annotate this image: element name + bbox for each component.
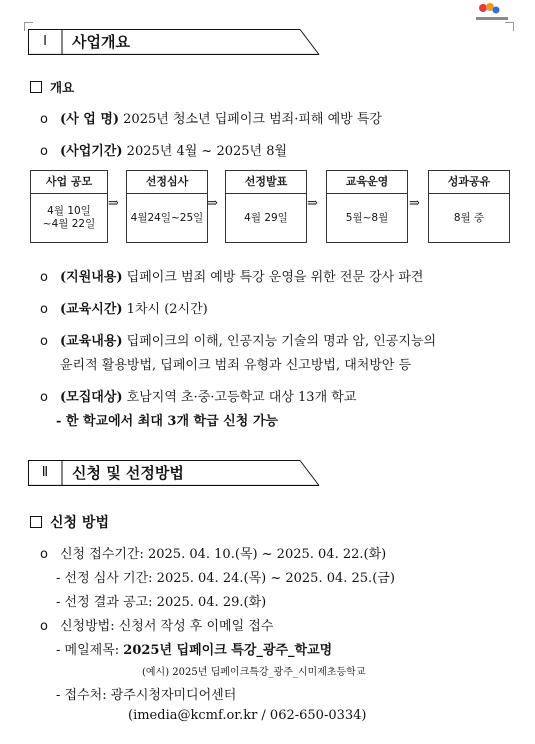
bullet-project-name: o (사 업 명) 2025년 청소년 딥페이크 범죄·피해 예방 특강	[40, 112, 382, 127]
section-header-2	[28, 460, 320, 486]
section-number: Ⅱ	[41, 465, 49, 480]
flow-step: 선정발표 4월 29일	[225, 170, 307, 243]
apply-method: o 신청방법: 신청서 작성 후 이메일 접수	[40, 619, 274, 634]
bullet-recruitment: o (모집대상) 호남지역 초·중·고등학교 대상 13개 학교	[40, 390, 357, 405]
arrow-icon: ⇒	[409, 196, 420, 211]
arrow-icon: ⇒	[307, 196, 318, 211]
section-number: Ⅰ	[43, 34, 47, 49]
bullet-education-time: o (교육시간) 1차시 (2시간)	[40, 302, 208, 317]
review-period: - 선정 심사 기간: 2025. 04. 24.(목) ~ 2025. 04. 25.(금)	[56, 571, 395, 586]
arrow-icon: ⇒	[207, 196, 218, 211]
apply-period: o 신청 접수기간: 2025. 04. 10.(목) ~ 2025. 04. 22.(화)	[40, 547, 387, 562]
method-heading: 신청 방법	[30, 512, 109, 532]
section-title: 신청 및 선정방법	[72, 464, 184, 482]
square-bullet-icon	[30, 81, 42, 93]
mail-subject: - 메일제목: 2025년 딥페이크 특강_광주_학교명	[56, 643, 333, 658]
arrow-icon: ⇒	[108, 196, 119, 211]
bullet-project-period: o (사업기간) 2025년 4월 ~ 2025년 8월	[40, 144, 288, 159]
receiver: - 접수처: 광주시청자미디어센터	[56, 688, 237, 703]
section-header-1	[28, 29, 320, 55]
flow-step: 선정심사 4월24일~25일	[126, 170, 208, 243]
overview-heading: 개요	[30, 78, 74, 96]
organization-logo	[470, 2, 512, 24]
bullet-education-content: o (교육내용) 딥페이크의 이해, 인공지능 기술의 명과 암, 인공지능의	[40, 334, 437, 349]
mail-example: (예시) 2025년 딥페이크특강_광주_시미제초등학교	[142, 667, 366, 678]
bullet-education-content-cont: 윤리적 활용방법, 딥페이크 범죄 유형과 신고방법, 대처방안 등	[60, 358, 412, 373]
square-bullet-icon	[30, 516, 42, 528]
page-corner-mark	[505, 22, 514, 31]
flow-step: 성과공유 8월 중	[428, 170, 510, 243]
section-title: 사업개요	[72, 33, 130, 51]
contact-info: (imedia@kcmf.or.kr / 062-650-0334)	[128, 708, 367, 723]
result-date: - 선정 결과 공고: 2025. 04. 29.(화)	[56, 595, 267, 610]
bullet-support: o (지원내용) 딥페이크 범죄 예방 특강 운영을 위한 전문 강사 파견	[40, 270, 424, 285]
recruitment-note: - 한 학교에서 최대 3개 학급 신청 가능	[56, 414, 278, 429]
flow-step: 사업 공모 4월 10일 ~4월 22일	[30, 170, 108, 243]
flow-step: 교육운영 5월~8월	[326, 170, 408, 243]
